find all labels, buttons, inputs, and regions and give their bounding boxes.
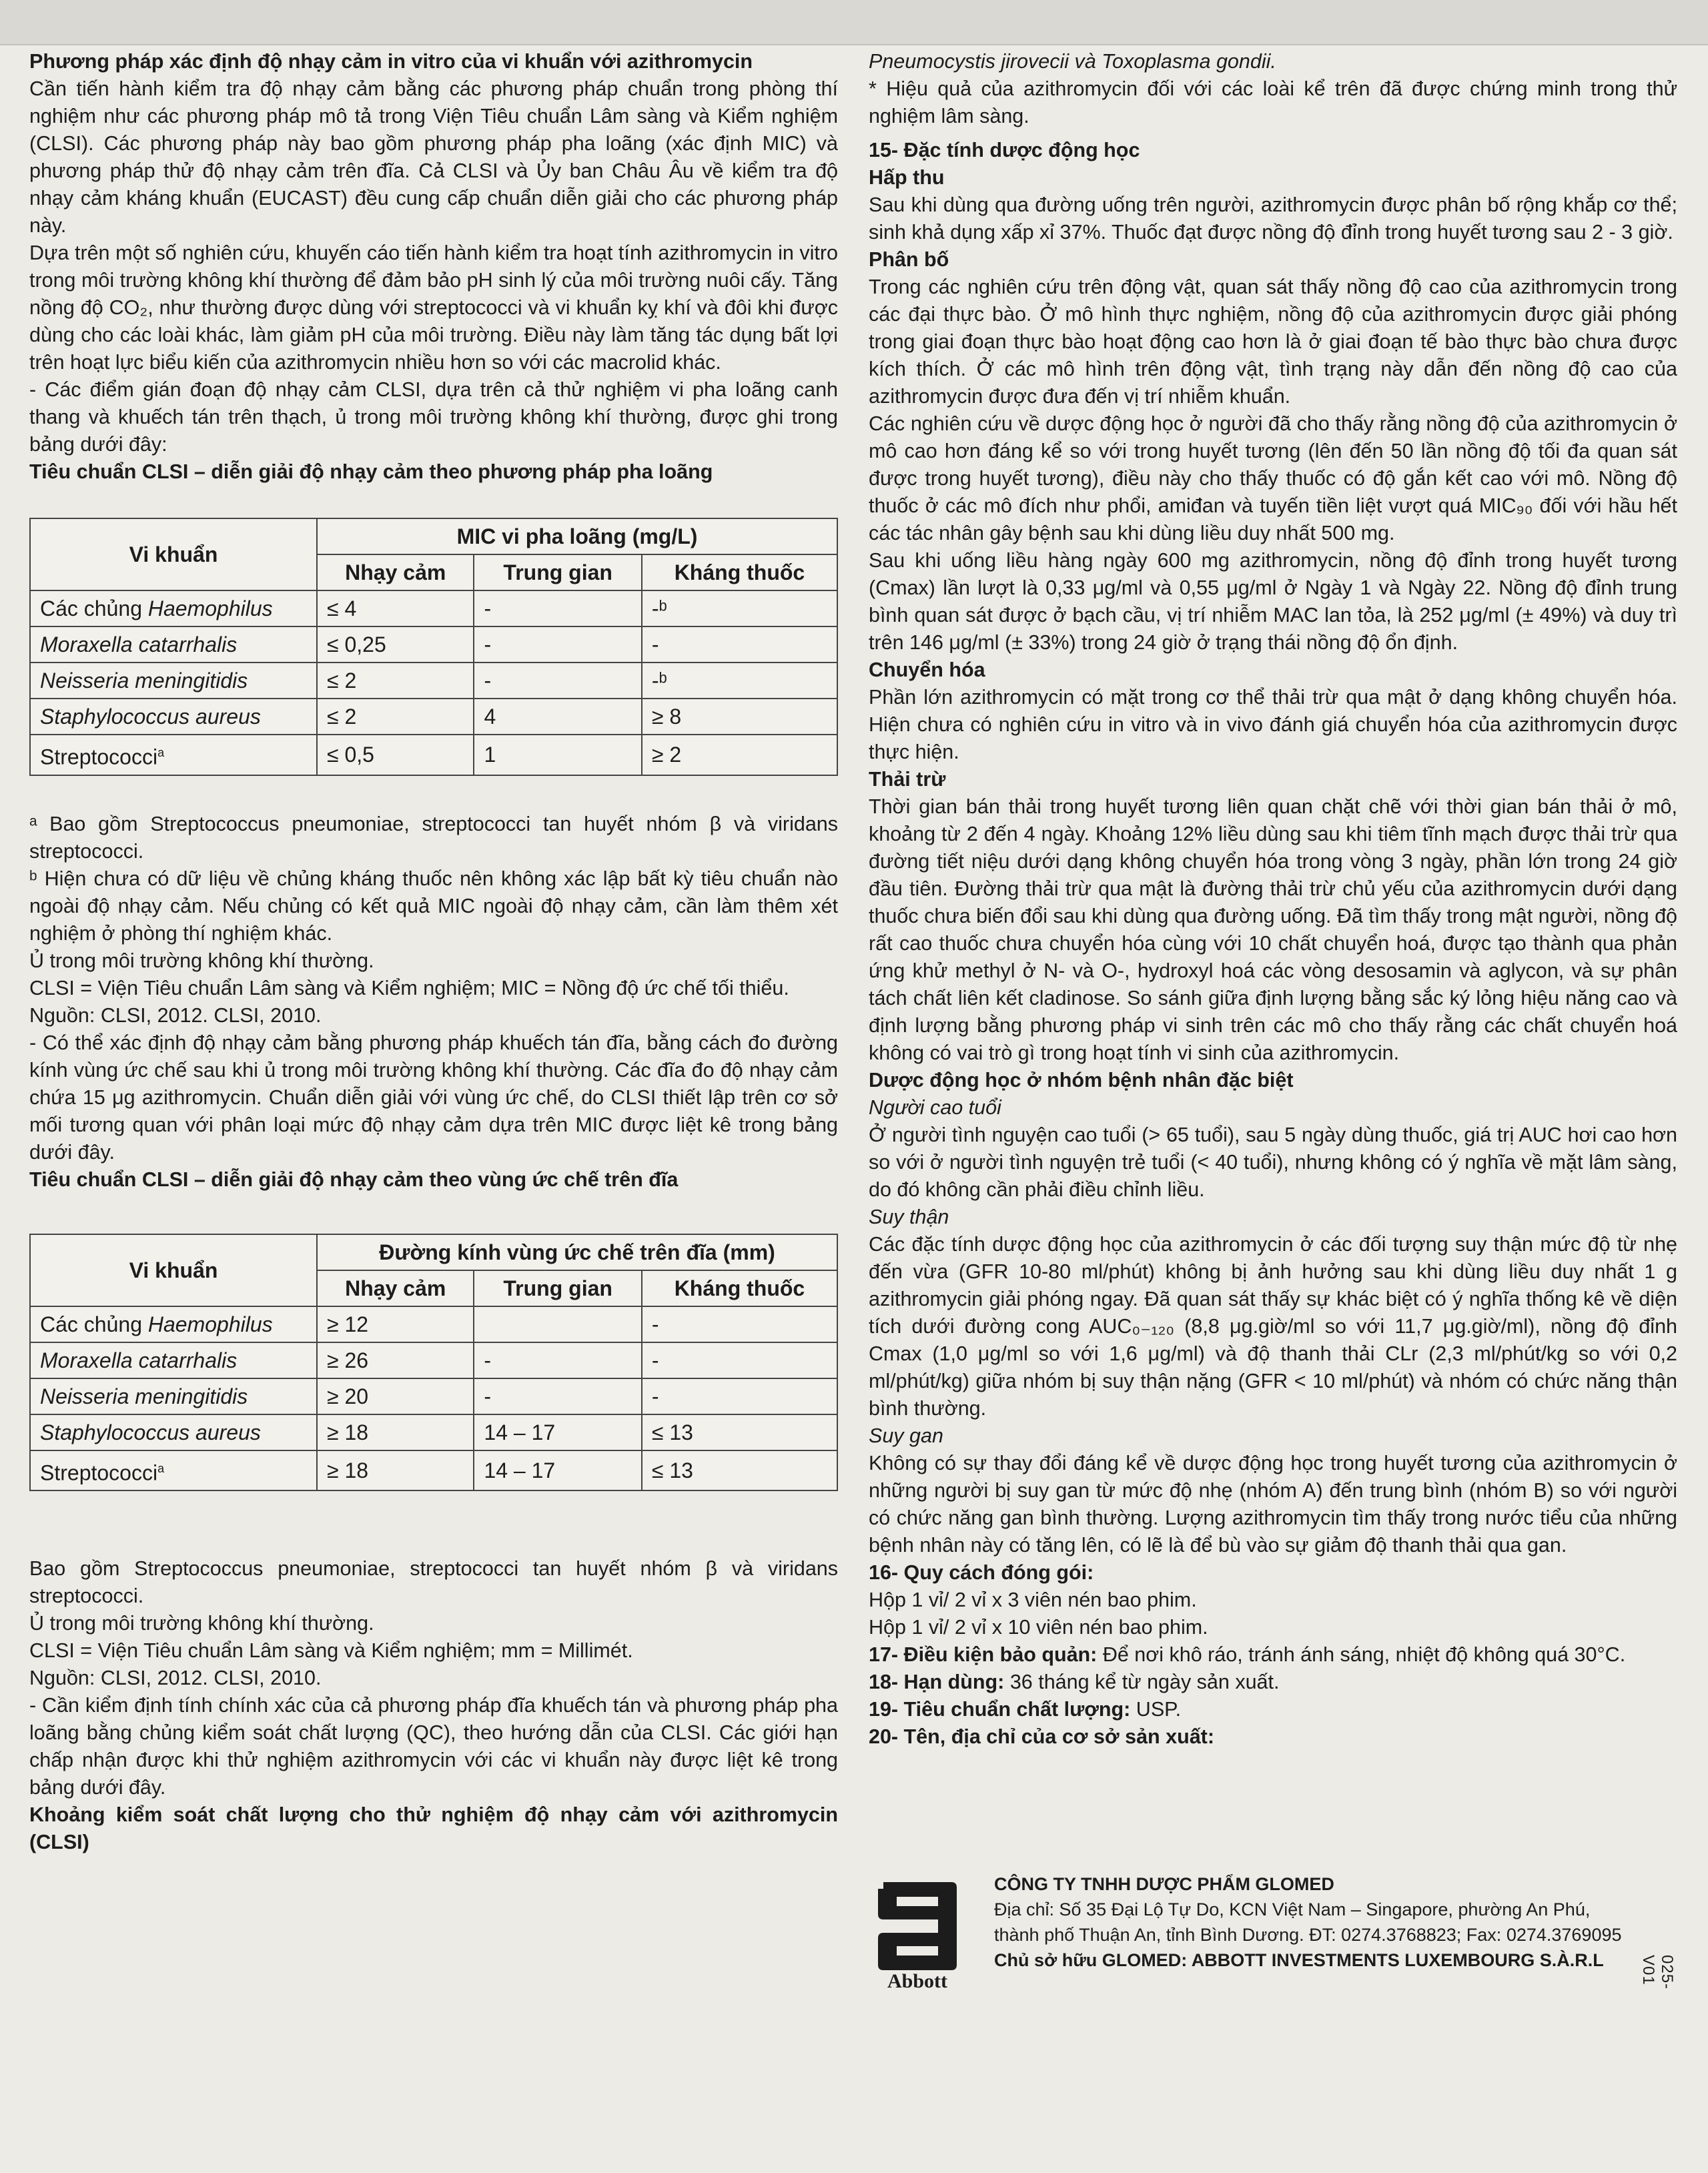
cell-susceptible: ≥ 18 <box>317 1450 474 1491</box>
table2-header-susceptible: Nhạy cảm <box>317 1270 474 1306</box>
paragraph-distribution-3: Sau khi uống liều hàng ngày 600 mg azithromycin, nồng độ đỉnh trong huyết tương (Cmax) lần lượt là 0,33 μg/ml và 0,55 μg/ml ở Ngày 1 và Ngày 22. Nồng độ đỉnh trung bình quan sát được ở bạch cầu, vị trí nhiễm MAC lan tỏa, là 252 μg/ml (± 49%) và duy trì trên 146 μg/ml (± 33%) trong 24 giờ ở trạng thái nồng độ ổn định. <box>869 549 1677 654</box>
heading-19: 19- Tiêu chuẩn chất lượng: <box>869 1698 1131 1721</box>
paragraph-hepatic: Không có sự thay đổi đáng kể về dược động học trong huyết tương của azithromycin ở những người bị suy gan từ mức độ nhẹ (nhóm A) đến trung bình (nhóm B) so với người có chức năng gan bình thường. Lượng azithromycin tìm thấy trong nước tiểu của những bệnh nhân này có tăng lên, có lẽ là để bù vào sự giảm độ thanh thải qua gan. <box>869 1452 1677 1557</box>
heading-elimination: Thải trừ <box>869 768 946 791</box>
cell-bacteria <box>30 590 317 626</box>
bacteria-species: Haemophilus <box>147 596 273 620</box>
footnote-source: Nguồn: CLSI, 2012. CLSI, 2010. <box>29 1003 322 1027</box>
cell-bacteria <box>30 1414 317 1450</box>
cell-resistant: -ᵇ <box>642 590 837 626</box>
right-top-line: Pneumocystis jirovecii và Toxoplasma gondii. <box>869 50 1276 73</box>
cell-susceptible: ≤ 0,5 <box>317 735 474 775</box>
table2-header-intermediate: Trung gian <box>474 1270 641 1306</box>
cell-resistant: - <box>642 1378 837 1414</box>
paragraph-elimination: Thời gian bán thải trong huyết tương liên quan chặt chẽ với thời gian bán thải ở mô, khoảng từ 2 đến 4 ngày. Khoảng 12% liều dùng sau khi tiêm tĩnh mạch được thải trừ qua đường tiết niệu dưới dạng không chuyển hóa trong vòng 3 ngày, phần lớn trong 24 giờ đầu tiên. Đường thải trừ qua mật là đường thải trừ chủ yếu của azithromycin dưới dạng thuốc chưa biến đổi sau khi dùng qua đường uống. Đã tìm thấy trong mật người, nồng độ rất cao thuốc chưa chuyển hóa cùng với 10 chất chuyển hoá, được tạo thành qua phản ứng khử methyl ở N- và O-, hydroxyl hoá các vòng desosamin và aglycon, và sự phân tách chất liên kết cladinose. So sánh giữa định lượng bằng sắc ký lỏng hiệu năng cao và định lượng bằng phương pháp vi sinh trên các mô cho thấy rằng các chất chuyển hoá không có vai trò gì trong hoạt tính vi sinh của azithromycin. <box>869 795 1677 1064</box>
bacteria-prefix: Streptococci <box>40 1460 158 1485</box>
cell-intermediate: - <box>474 626 641 663</box>
heading-18: 18- Hạn dùng: <box>869 1671 1005 1693</box>
paragraph-4: - Có thể xác định độ nhạy cảm bằng phương pháp khuếch tán đĩa, bằng cách đo đường kính vùng ức chế sau khi ủ trong môi trường không khí thường. Các đĩa đo độ nhạy cảm chứa 15 μg azithromycin. Chuẩn diễn giải với vùng ức chế, do CLSI thiết lập trên cơ sở mối tương quan với phân loại mức độ nhạy cảm dựa trên MIC được liệt kê trong bảng dưới đây. <box>29 1031 838 1164</box>
table-row <box>30 1414 837 1450</box>
table2-header-group: Đường kính vùng ức chế trên đĩa (mm) <box>317 1234 837 1270</box>
heading-absorption: Hấp thu <box>869 166 945 189</box>
footnote2-clsi: CLSI = Viện Tiêu chuẩn Lâm sàng và Kiểm nghiệm; mm = Millimét. <box>29 1639 633 1663</box>
table-row <box>30 699 837 735</box>
bacteria-prefix: Các chủng <box>40 1312 148 1336</box>
cell-resistant: ≥ 2 <box>642 735 837 775</box>
heading-17: 17- Điều kiện bảo quản: <box>869 1643 1098 1666</box>
heading-elderly: Người cao tuổi <box>869 1096 1001 1119</box>
company-text <box>994 1871 1622 1973</box>
cell-intermediate: - <box>474 663 641 699</box>
bacteria-species: Neisseria meningitidis <box>40 669 248 693</box>
cell-bacteria <box>30 1342 317 1378</box>
paragraph-distribution-1: Trong các nghiên cứu trên động vật, quan sát thấy nồng độ cao của azithromycin trong các đại thực bào. Ở mô hình thực nghiệm, nồng độ của azithromycin được giải phóng trong giai đoạn thực bào hoạt động cao hơn là ở giai đoạn tế bào thực bào chưa được kích thích. Ở các mô hình trên động vật, tình trạng này dẫn đến nồng độ cao của azithromycin được đưa đến vị trí nhiễm khuẩn. <box>869 276 1677 408</box>
footnote-a: ᵃ Bao gồm Streptococcus pneumoniae, streptococci tan huyết nhóm β và viridans streptococci. <box>29 812 838 863</box>
cell-susceptible: ≤ 0,25 <box>317 626 474 663</box>
heading-hepatic: Suy gan <box>869 1424 943 1447</box>
heading-renal: Suy thận <box>869 1206 949 1228</box>
table2-header-bacteria: Vi khuẩn <box>30 1234 317 1306</box>
heading-15: 15- Đặc tính dược động học <box>869 139 1140 161</box>
cell-bacteria <box>30 699 317 735</box>
value-18: 36 tháng kể từ ngày sản xuất. <box>1004 1671 1280 1693</box>
cell-bacteria <box>30 1378 317 1414</box>
top-strip <box>0 0 1708 45</box>
packing-2: Hộp 1 vỉ/ 2 vỉ x 10 viên nén bao phim. <box>869 1616 1208 1639</box>
manufacturer-block <box>874 1871 1661 2005</box>
footnote2-source: Nguồn: CLSI, 2012. CLSI, 2010. <box>29 1667 322 1690</box>
table1-body <box>30 590 837 775</box>
company-address-2: thành phố Thuận An, tỉnh Bình Dương. ĐT: 0274.3768823; Fax: 0274.3769095 <box>994 1925 1622 1945</box>
table-row <box>30 663 837 699</box>
value-17: Để nơi khô ráo, tránh ánh sáng, nhiệt độ không quá 30°C. <box>1097 1643 1626 1666</box>
cell-intermediate: - <box>474 590 641 626</box>
table-row <box>30 1378 837 1414</box>
table-row <box>30 1342 837 1378</box>
cell-bacteria <box>30 735 317 775</box>
bacteria-species: Staphylococcus aureus <box>40 705 261 729</box>
cell-susceptible: ≥ 20 <box>317 1378 474 1414</box>
cell-intermediate: 14 – 17 <box>474 1450 641 1491</box>
heading-metabolism: Chuyển hóa <box>869 659 985 681</box>
cell-intermediate: 14 – 17 <box>474 1414 641 1450</box>
paragraph-renal: Các đặc tính dược động học của azithromycin ở các đối tượng suy thận mức độ từ nhẹ đến vừa (GFR 10-80 ml/phút) không bị ảnh hưởng sau khi dùng liều duy nhất 1 g azithromycin giải phóng ngay. Đã quan sát thấy sự khác biệt có ý nghĩa thống kê về diện tích dưới đường cong AUC₀₋₁₂₀ (8,8 μg.giờ/ml so với 11,7 μg.giờ/ml), nồng độ đỉnh Cmax (1,0 μg/ml so với 1,6 μg/ml) và độ thanh thải CLr (2,3 ml/phút/kg so với 0,2 ml/phút/kg) giữa nhóm bị suy thận nặng (GFR < 10 ml/phút) và nhóm có chức năng thận bình thường. <box>869 1233 1677 1420</box>
bacteria-prefix: Các chủng <box>40 596 148 620</box>
table1-title: Tiêu chuẩn CLSI – diễn giải độ nhạy cảm theo phương pháp pha loãng <box>29 460 713 483</box>
company-owner: Chủ sở hữu GLOMED: ABBOTT INVESTMENTS LUXEMBOURG S.À.R.L <box>994 1950 1604 1970</box>
cell-susceptible: ≤ 2 <box>317 699 474 735</box>
footnote2-a: Bao gồm Streptococcus pneumoniae, streptococci tan huyết nhóm β và viridans streptococci. <box>29 1557 838 1608</box>
paragraph-3: - Các điểm gián đoạn độ nhạy cảm CLSI, dựa trên cả thử nghiệm vi pha loãng canh thang và khuếch tán trên thạch, ủ trong môi trường không khí thường, được ghi trong bảng dưới đây: <box>29 378 838 456</box>
cell-bacteria <box>30 1450 317 1491</box>
cell-intermediate: - <box>474 1342 641 1378</box>
table1-header-group: MIC vi pha loãng (mg/L) <box>317 518 837 554</box>
cell-resistant: ≥ 8 <box>642 699 837 735</box>
paragraph-1: Cần tiến hành kiểm tra độ nhạy cảm bằng các phương pháp chuẩn trong phòng thí nghiệm như các phương pháp mô tả trong Viện Tiêu chuẩn Lâm sàng và Kiểm nghiệm (CLSI). Các phương pháp này bao gồm phương pháp pha loãng (xác định MIC) và phương pháp thử độ nhạy cảm trên đĩa. Cả CLSI và Ủy ban Châu Âu về kiểm tra độ nhạy cảm kháng khuẩn (EUCAST) đều cung cấp chuẩn diễn giải cho các phương pháp này. <box>29 77 838 237</box>
footnote-marker: a <box>157 1461 165 1475</box>
bacteria-species: Moraxella catarrhalis <box>40 1348 238 1372</box>
table1-header-bacteria: Vi khuẩn <box>30 518 317 590</box>
cell-susceptible: ≥ 18 <box>317 1414 474 1450</box>
cell-intermediate: 4 <box>474 699 641 735</box>
bacteria-species: Haemophilus <box>147 1312 273 1336</box>
heading-20: 20- Tên, địa chỉ của cơ sở sản xuất: <box>869 1725 1214 1748</box>
table1-header-resistant: Kháng thuốc <box>642 554 837 590</box>
heading-special-populations: Dược động học ở nhóm bệnh nhân đặc biệt <box>869 1069 1294 1092</box>
footnote-b: ᵇ Hiện chưa có dữ liệu về chủng kháng thuốc nên không xác lập bất kỳ tiêu chuẩn nào ngoài độ nhạy cảm. Nếu chủng có kết quả MIC ngoài độ nhạy cảm, cần làm thêm xét nghiệm ở phòng thí nghiệm khác. <box>29 867 838 945</box>
table-row <box>30 590 837 626</box>
document-code: 025-V01 <box>1639 1955 1676 1990</box>
table-row <box>30 1450 837 1491</box>
cell-susceptible: ≤ 2 <box>317 663 474 699</box>
table2-header-resistant: Kháng thuốc <box>642 1270 837 1306</box>
cell-susceptible: ≤ 4 <box>317 590 474 626</box>
line-18 <box>869 1669 1677 1696</box>
cell-bacteria <box>30 626 317 663</box>
right-top-note: * Hiệu quả của azithromycin đối với các loài kể trên đã được chứng minh trong thử nghiệm lâm sàng. <box>869 77 1677 127</box>
heading-16: 16- Quy cách đóng gói: <box>869 1561 1094 1584</box>
table-row <box>30 1306 837 1342</box>
cell-intermediate <box>474 1306 641 1342</box>
paragraph-2: Dựa trên một số nghiên cứu, khuyến cáo tiến hành kiểm tra hoạt tính azithromycin in vitro trong môi trường không khí thường để đảm bảo pH sinh lý của môi trường nuôi cấy. Tăng nồng độ CO₂, như thường được dùng với streptococci và vi khuẩn kỵ khí và đôi khi được dùng cho các loài khác, làm giảm pH của môi trường. Điều này làm tăng tác dụng bất lợi trên hoạt lực biểu kiến của azithromycin nhiều hơn so với các macrolid khác. <box>29 242 838 374</box>
line-19 <box>869 1696 1677 1723</box>
heading-qc-range: Khoảng kiểm soát chất lượng cho thử nghiệm độ nhạy cảm với azithromycin (CLSI) <box>29 1803 838 1854</box>
table2-body <box>30 1306 837 1491</box>
paragraph-5: - Cần kiểm định tính chính xác của cả phương pháp đĩa khuếch tán và phương pháp pha loãng bằng chủng kiểm soát chất lượng (QC), theo hướng dẫn của CLSI. Các giới hạn chấp nhận được khi thử nghiệm azithromycin với các vi khuẩn này được liệt kê trong bảng dưới đây. <box>29 1694 838 1799</box>
left-column <box>29 48 838 1856</box>
table-row <box>30 735 837 775</box>
table-mic-dilution <box>29 518 838 776</box>
bacteria-species: Neisseria meningitidis <box>40 1384 248 1408</box>
paragraph-distribution-2: Các nghiên cứu về dược động học ở người đã cho thấy rằng nồng độ của azithromycin ở mô cao hơn đáng kể so với trong huyết tương (lên đến 50 lần nồng độ tối đa quan sát được trong huyết tương), điều này cho thấy thuốc có độ gắn kết cao với mô. Nồng độ thuốc ở các mô đích như phổi, amiđan và tuyến tiền liệt vượt quá MIC₉₀ đối với hầu hết các tác nhân gây bệnh sau khi dùng liều duy nhất 500 mg. <box>869 412 1677 544</box>
cell-intermediate: 1 <box>474 735 641 775</box>
value-19: USP. <box>1130 1698 1182 1721</box>
abbott-logo-text: Abbott <box>887 1970 947 1992</box>
packing-1: Hộp 1 vỉ/ 2 vỉ x 3 viên nén bao phim. <box>869 1589 1197 1611</box>
footnote-marker: a <box>157 746 165 759</box>
paragraph-absorption: Sau khi dùng qua đường uống trên người, azithromycin được phân bố rộng khắp cơ thể; sinh khả dụng xấp xỉ 37%. Thuốc đạt được nồng độ đỉnh trong huyết tương sau 2 - 3 giờ. <box>869 193 1677 244</box>
heading-distribution: Phân bố <box>869 248 949 271</box>
cell-bacteria <box>30 663 317 699</box>
cell-resistant: ≤ 13 <box>642 1450 837 1491</box>
table-disk-diffusion <box>29 1234 838 1492</box>
bacteria-prefix: Streptococci <box>40 745 158 769</box>
bacteria-species: Staphylococcus aureus <box>40 1420 261 1444</box>
cell-resistant: - <box>642 626 837 663</box>
cell-resistant: - <box>642 1342 837 1378</box>
table1-header-susceptible: Nhạy cảm <box>317 554 474 590</box>
right-column <box>869 48 1677 1751</box>
cell-susceptible: ≥ 26 <box>317 1342 474 1378</box>
cell-susceptible: ≥ 12 <box>317 1306 474 1342</box>
paragraph-elderly: Ở người tình nguyện cao tuổi (> 65 tuổi), sau 5 ngày dùng thuốc, giá trị AUC hơi cao hơn so với ở người tình nguyện trẻ tuổi (< 40 tuổi), nhưng không có ý nghĩa về mặt lâm sàng, do đó không cần phải điều chỉnh liều. <box>869 1124 1677 1201</box>
abbott-logo-icon <box>874 1877 961 1977</box>
line-17 <box>869 1641 1677 1669</box>
table-row <box>30 626 837 663</box>
paragraph-metabolism: Phần lớn azithromycin có mặt trong cơ thể thải trừ qua mật ở dạng không chuyển hóa. Hiện chưa có nghiên cứu in vitro và in vivo đánh giá chuyển hóa của azithromycin được thực hiện. <box>869 686 1677 763</box>
company-name: CÔNG TY TNHH DƯỢC PHẨM GLOMED <box>994 1874 1334 1894</box>
cell-resistant: ≤ 13 <box>642 1414 837 1450</box>
cell-resistant: -ᵇ <box>642 663 837 699</box>
cell-bacteria <box>30 1306 317 1342</box>
heading-susceptibility-method: Phương pháp xác định độ nhạy cảm in vitro của vi khuẩn với azithromycin <box>29 50 753 73</box>
table1-header-intermediate: Trung gian <box>474 554 641 590</box>
footnote-clsi: CLSI = Viện Tiêu chuẩn Lâm sàng và Kiểm nghiệm; MIC = Nồng độ ức chế tối thiểu. <box>29 976 789 999</box>
cell-resistant: - <box>642 1306 837 1342</box>
footnote2-air: Ủ trong môi trường không khí thường. <box>29 1612 374 1635</box>
footnote-air: Ủ trong môi trường không khí thường. <box>29 949 374 972</box>
bacteria-species: Moraxella catarrhalis <box>40 632 238 657</box>
cell-intermediate: - <box>474 1378 641 1414</box>
table2-title: Tiêu chuẩn CLSI – diễn giải độ nhạy cảm theo vùng ức chế trên đĩa <box>29 1168 679 1191</box>
company-address-1: Địa chỉ: Số 35 Đại Lộ Tự Do, KCN Việt Nam – Singapore, phường An Phú, <box>994 1899 1591 1919</box>
